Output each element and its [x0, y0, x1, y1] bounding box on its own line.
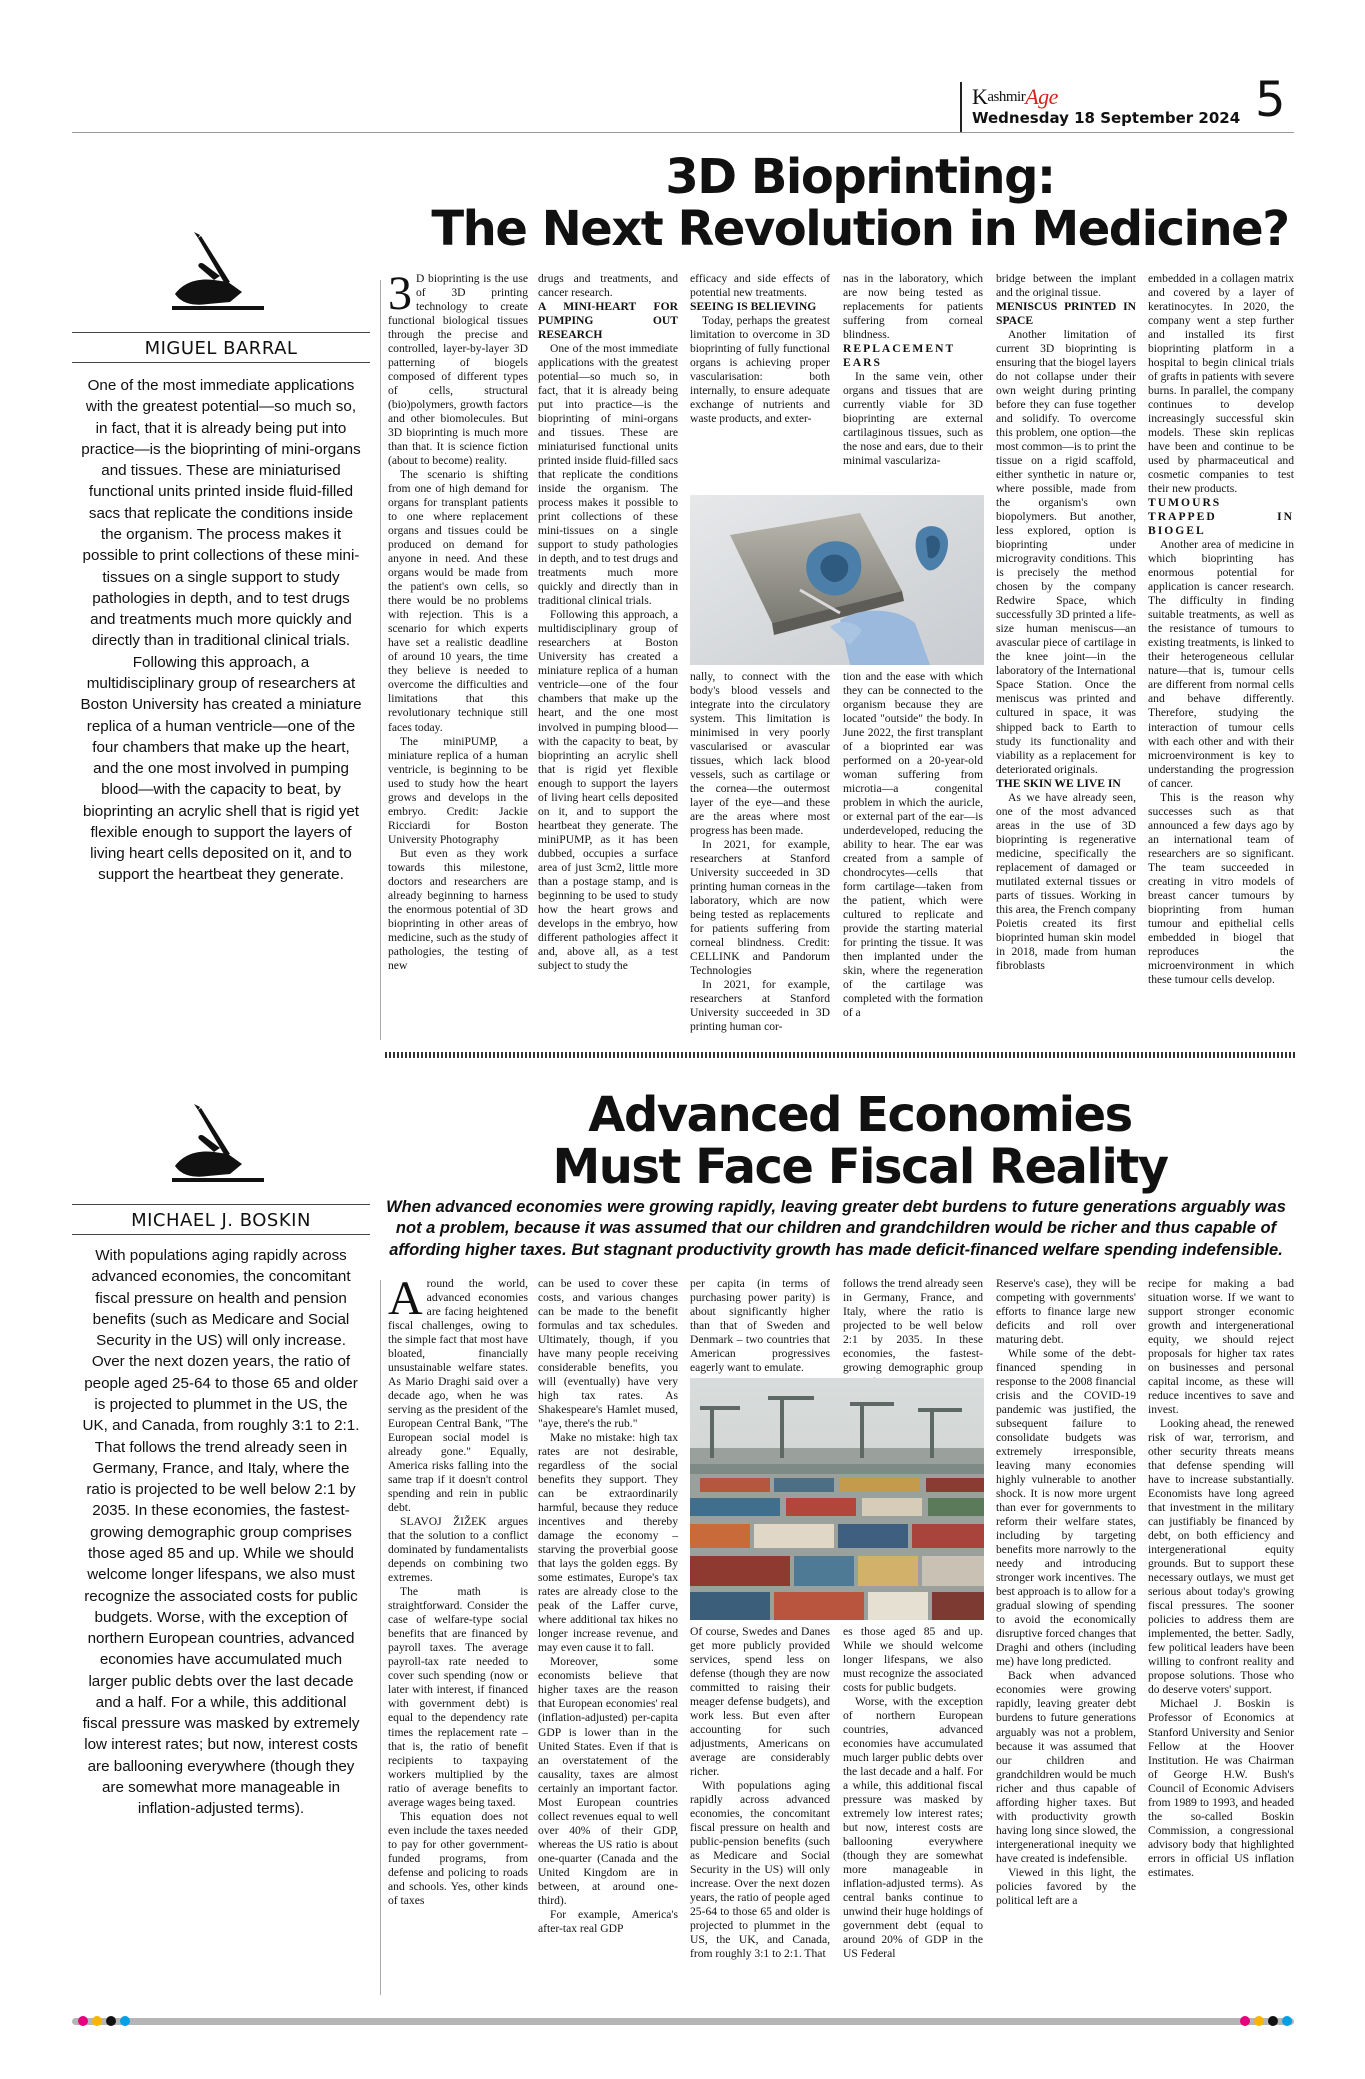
footer-dot — [78, 2016, 88, 2026]
pen-hand-icon — [170, 1104, 266, 1184]
article2-column-2: can be used to cover these costs, and various changes can be made to the benefit formulas and tax schedules. Ultimately, though, if you have many people receiving considerable benefits, you will (eventually) have very high tax rates. As Shakespeare's Hamlet mused, "aye, there's the rub." Make no mistake: high tax rates are not desirable, regardless of the social benefits they support. They can be extraordinarily harmful, because they reduce incentives and thereby damage the economy – starving the proverbial goose that lays the golden eggs. By some estimates, Europe's tax rates are already close to the peak of the Laffer curve, where additional tax hikes no longer increase revenue, and may even cause it to fall. Moreover, some economists believe that higher taxes are the reason that European economies' real (inflation-adjusted) per-capita GDP is lower than in the United States. Even if that is an overstatement of the causality, taxes are almost certainly an important factor. Most European countries collect revenues equal to well over 40% of their GDP, whereas the US ratio is about one-quarter (Canada and the United Kingdom are in between, at around one-third). For example, America's after-tax real GDP — [538, 1277, 678, 1935]
article1-column-5: bridge between the implant and the original tissue. MENISCUS PRINTED IN SPACE Another limitation of current 3D bioprinting is ensuring that the biogel layers do not collapse under their own weight during printing before they can fuse together and solidify. To overcome this problem, one option—the most common—is to print the tissue on a rigid scaffold, either synthetic in nature or, where possible, made from the organism's own biopolymers. But another, less explored, option is bioprinting under microgravity conditions. This is precisely the method chosen by the company Redwire Space, which successfully 3D printed a life-size human meniscus—an avascular piece of cartilage in the knee joint—in the laboratory of the International Space Station. Once the meniscus was printed and cultured in space, it was shipped back to Earth to study its functionality and viability as a replacement for deteriorated originals. THE SKIN WE LIVE IN As we have already seen, one of the most advanced areas in the use of 3D bioprinting is regenerative medicine, specifically the replacement of damaged or mutilated external tissues or parts of tissues. Working in this area, the French company Poietis created its first bioprinted human skin model in 2018, made from human fibroblasts — [996, 272, 1136, 972]
brand-logo: KashmirAge — [972, 84, 1058, 109]
footer-dot — [120, 2016, 130, 2026]
article1-column-1: 3 D bioprinting is the use of 3D printing technology to create functional biological tissues through the precise and controlled, layer-by-layer 3D patterning of biogels composed of different types of cells, structural (bio)polymers, growth factors and other biomolecules. But 3D bioprinting is much more than that. It is science fiction (about to become) reality. The scenario is shifting from one of high demand for organs for transplant patients to one where replacement organs and tissues could be produced on demand for anyone in need. And these organs would be made from the patient's own cells, so there would be no problems with rejection. This is a scenario for which experts have set a realistic deadline of around 10 years, the time they believe is needed to overcome the difficulties and limitations that this revolutionary technique still faces today. The miniPUMP, a miniature replica of a human ventricle, is beginning to be used to study how the heart grows and develops in the embryo. Credit: Jackie Ricciardi for Boston University Photography But even as they work towards this milestone, doctors and researchers are already beginning to harness the enormous potential of 3D bioprinting in other areas of medicine, such as the study of pathologies, the testing of new — [388, 267, 528, 972]
article2-column-1: Around the world, advanced economies are facing heightened fiscal challenges, owing to the simple fact that most have bloated, financially unsustainable welfare states. As Mario Draghi said over a decade ago, when he was serving as the president of the European Central Bank, "The European social model is already gone." Equally, America risks falling into the same trap if it doesn't control spending and rein in public debt. SLAVOJ ŽIŽEK argues that the solution to a conflict dominated by fundamentalists depends on combining two extremes. The math is straightforward. Consider the case of welfare-type social benefits that are financed by payroll taxes. The average payroll-tax rate needed to cover such spending (now or later with interest, if financed with government debt) is equal to the dependency rate times the replacement rate – that is, the ratio of benefit recipients to taxpaying workers multiplied by the ratio of average benefits to average wages being taxed. This equation does not even include the taxes needed to pay for other government-funded programs, from defense and policing to roads and schools. Yes, other kinds of taxes — [388, 1272, 528, 1907]
footer-dot — [92, 2016, 102, 2026]
author-byline: MICHAEL J. BOSKIN — [72, 1204, 370, 1235]
article2-column-4-bottom: es those aged 85 and up. While we should welcome longer lifespans, we also must recognize the associated costs for public budgets. Worse, with the exception of northern European countries, advanced economies have accumulated much larger public debts over the last decade and a half. For a while, this additional fiscal pressure was masked by extremely low interest rates; but now, interest costs are ballooning everywhere (though they are somewhat more manageable in inflation-adjusted terms). As central banks continue to unwind their huge holdings of government debt (equal to around 20% of GDP in the US Federal — [843, 1625, 983, 1961]
article1-column-3-top: efficacy and side effects of potential new treatments. SEEING IS BELIEVING Today, perhaps the greatest limitation to overcome in 3D bioprinting of fully functional organs is achieving proper vascularisation: both internally, to ensure adequate exchange of nutrients and waste products, and exter- — [690, 272, 830, 426]
container-port-photo — [690, 1378, 984, 1620]
footer-bar — [72, 2018, 1294, 2025]
pen-hand-icon — [170, 232, 266, 312]
page-number: 5 — [1255, 72, 1286, 128]
article2-column-4-top: follows the trend already seen in Germany, France, and Italy, where the ratio is projected to be well below 2:1 by 2035. In these economies, the fastest-growing demographic group — [843, 1277, 983, 1375]
column-divider — [380, 280, 381, 1040]
dateline: Wednesday 18 September 2024 — [972, 109, 1241, 127]
footer-dot — [1254, 2016, 1264, 2026]
article2-column-3-bottom: Of course, Swedes and Danes get more publicly provided services, spend less on defense (though they are now committed to raising their meager defense budgets), and work less. But even after accounting for such adjustments, Americans on average are considerably richer. With populations aging rapidly across advanced economies, the concomitant fiscal pressure on health and public-pension benefits (such as Medicare and Social Security in the US) will only increase. Over the next dozen years, the ratio of people aged 25-64 to those 65 and older is projected to plummet in the US, the UK, and Canada, from roughly 3:1 to 2:1. That — [690, 1625, 830, 1961]
top-rule — [72, 132, 1294, 133]
column-divider — [380, 1280, 381, 1995]
article1-column-3-bottom: nally, to connect with the body's blood vessels and integrate into the circulatory system. This limitation is minimised in very poorly vascularised or avascular tissues, which lack blood vessels, such as cartilage or the cornea—the outermost layer of the eye—and these are the areas where most progress has been made. In 2021, for example, researchers at Stanford University succeeded in 3D printing human corneas in the laboratory, which are now being tested as replacements for patients suffering from corneal blindness. Credit: CELLINK and Pandorum Technologies In 2021, for example, researchers at Stanford University succeeded in 3D printing human cor- — [690, 670, 830, 1034]
bioprinted-ear-photo — [690, 495, 984, 665]
masthead — [960, 82, 1290, 132]
article1-column-2: drugs and treatments, and cancer research. A MINI-HEART FOR PUMPING OUT RESEARCH One of the most immediate applications with the greatest potential—so much so, in fact, that it is already being put into practice—is the bioprinting of mini-organs and tissues. These are miniaturised functional units printed inside fluid-filled sacs that replicate the conditions inside the organism. The process makes it possible to print collections of these mini-tissues on a single support to study pathologies in depth, and to test drugs and treatments much more quickly and directly than in traditional clinical trials. Following this approach, a multidisciplinary group of researchers at Boston University has created a miniature replica of a human ventricle—one of the four chambers that make up the heart, and the one most involved in pumping blood—with the capacity to beat, by bioprinting an acrylic shell that is rigid yet flexible enough to support the layers of living heart cells deposited on it, and to support the heartbeat they generate. The miniPUMP, as it has been dubbed, occupies a surface area of just 3cm2, little more than a postage stamp, and is beginning to be used to study how the heart grows and develops in the embryo, how different pathologies affect it and, above all, as a test subject to study the — [538, 272, 678, 972]
pullquote: One of the most immediate applications with the greatest potential—so much so, in fact, that it is already being put into practice—is the bioprinting of mini-organs and tissues. These are miniaturised functional units printed inside fluid-filled sacs that replicate the conditions inside the organism. The process makes it possible to print collections of these mini-tissues on a single support to study pathologies in depth, and to test drugs and treatments much more quickly and directly than in traditional clinical trials. Following this approach, a multidisciplinary group of researchers at Boston University has created a miniature replica of a human ventricle—one of the four chambers that make up the heart, and the one most involved in pumping blood—with the capacity to beat, by bioprinting an acrylic shell that is rigid yet flexible enough to support the layers of living heart cells deposited on it, and to support the heartbeat they generate. — [80, 377, 362, 884]
pullquote: With populations aging rapidly across advanced economies, the concomitant fiscal pressure on health and pension benefits (such as Medicare and Social Security in the US) will only increase. Over the next dozen years, the ratio of people aged 25-64 to those 65 and older is projected to plummet in the US, the UK, and Canada, from roughly 3:1 to 2:1. That follows the trend already seen in Germany, France, and Italy, where the ratio is projected to be well below 2:1 by 2035. In these economies, the fastest-growing demographic group comprises those aged 85 and up. While we should welcome longer lifespans, we also must recognize the associated costs for public budgets. Worse, with the exception of northern European countries, advanced economies have accumulated much larger public debts over the last decade and a half. For a while, this additional fiscal pressure was masked by extremely low interest rates; but now, interest costs are ballooning everywhere (though they are somewhat more manageable in inflation-adjusted terms). — [82, 1247, 360, 1818]
footer-dot — [1240, 2016, 1250, 2026]
article2-headline: Advanced Economies Must Face Fiscal Reality — [552, 1087, 1168, 1195]
footer-dot — [1282, 2016, 1292, 2026]
article1-headline: 3D Bioprinting: The Next Revolution in Medicine? — [431, 149, 1289, 257]
article2-dek: When advanced economies were growing rapidly, leaving greater debt burdens to future generations arguably was not a problem, because it was assumed that our children and grandchildren would be richer and thus capable of affording higher taxes. But stagnant productivity growth has made deficit-financed welfare spending indefensible. — [386, 1198, 1286, 1259]
author-byline: MIGUEL BARRAL — [72, 332, 370, 363]
article2-column-5: Reserve's case), they will be competing with governments' efforts to finance large new deficits and roll over maturing debt. While some of the debt-financed spending in response to the 2008 financial crisis and the COVID-19 pandemic was justified, the subsequent failure to consolidate budgets was extremely irresponsible, leaving many economies highly vulnerable to another shock. It is now more urgent than ever for governments to reform their welfare states, including by targeting benefits more narrowly to the needy and introducing stronger work incentives. The best approach is to allow for a gradual slowing of spending to avoid the economically disruptive forced changes that Draghi and others (including me) have long predicted. Back when advanced economies were growing rapidly, leaving greater debt burdens to future generations arguably was not a problem, because it was assumed that our children and grandchildren would be much richer and thus capable of affording higher taxes. But with productivity growth having long since slowed, the intergenerational inequity we have created is indefensible. Viewed in this light, the policies favored by the political left are a — [996, 1277, 1136, 1907]
footer-dot — [106, 2016, 116, 2026]
article1-column-4-top: nas in the laboratory, which are now being tested as replacements for patients suffering from corneal blindness. REPLACEMENT EARS In the same vein, other organs and tissues that are currently viable for 3D bioprinting are external cartilaginous tissues, such as the nose and ears, due to their minimal vasculariza- — [843, 272, 983, 468]
footer-dot — [1268, 2016, 1278, 2026]
article2-column-3-top: per capita (in terms of purchasing power parity) is about significantly higher than that of Sweden and Denmark – two countries that American progressives eagerly want to emulate. — [690, 1277, 830, 1375]
section-divider — [385, 1052, 1295, 1058]
article2-column-6: recipe for making a bad situation worse. If we want to support stronger economic growth and intergenerational equity, we should reject proposals for higher tax rates on businesses and personal capital income, as these will reduce incentives to save and invest. Looking ahead, the renewed risk of war, terrorism, and other security threats means that defense spending will have to increase substantially. Economists have long agreed that investment in the military can justifiably be financed by debt, on both efficiency and intergenerational equity grounds. But to support these necessary outlays, we must get serious about today's growing fiscal pressures. The sooner policies to address them are implemented, the better. Sadly, few political leaders have been willing to confront reality and propose solutions. Those who do deserve voters' support. Michael J. Boskin is Professor of Economics at Stanford University and Senior Fellow at the Hoover Institution. He was Chairman of George H.W. Bush's Council of Economic Advisers from 1989 to 1993, and headed the so-called Boskin Commission, a congressional advisory body that highlighted errors in official US inflation estimates. — [1148, 1277, 1294, 1879]
article1-column-6: embedded in a collagen matrix and covered by a layer of keratinocytes. In 2020, the company went a step further and installed its first bioprinting platform in a hospital to begin clinical trials of grafts in patients with severe burns. In parallel, the company continues to develop increasingly successful skin models. These skin replicas have been and continue to be used by pharmaceutical and cosmetic companies to test their new products. TUMOURS TRAPPED IN BIOGEL Another area of medicine in which bioprinting has enormous potential for application is cancer research. The difficulty in finding suitable treatments, as well as the resistance of tumours to existing treatments, is linked to their heterogeneous cellular nature—that is, tumour cells are different from normal cells and behave differently. Therefore, studying the interaction of tumour cells with each other and with their microenvironment is key to understanding the progression of cancer. This is the reason why successes such as that announced a few days ago by an international team of researchers are so significant. The team succeeded in creating in vitro models of breast cancer tumours by bioprinting from human tumour and epithelial cells embedded in biogel that reproduces the microenvironment in which these tumour cells develop. — [1148, 272, 1294, 986]
article1-column-4-bottom: tion and the ease with which they can be connected to the organism because they are located "outside" the body. In June 2022, the first transplant of a bioprinted ear was performed on a 20-year-old woman suffering from microtia—a congenital problem in which the auricle, or external part of the ear—is underdeveloped, reducing the ability to hear. The ear was created from a sample of chondrocytes—cells that form cartilage—taken from the patient, which were cultured to replicate and provide the starting material for printing the tissue. It was then implanted under the skin, where the regeneration of the cartilage was completed with the formation of a — [843, 670, 983, 1020]
